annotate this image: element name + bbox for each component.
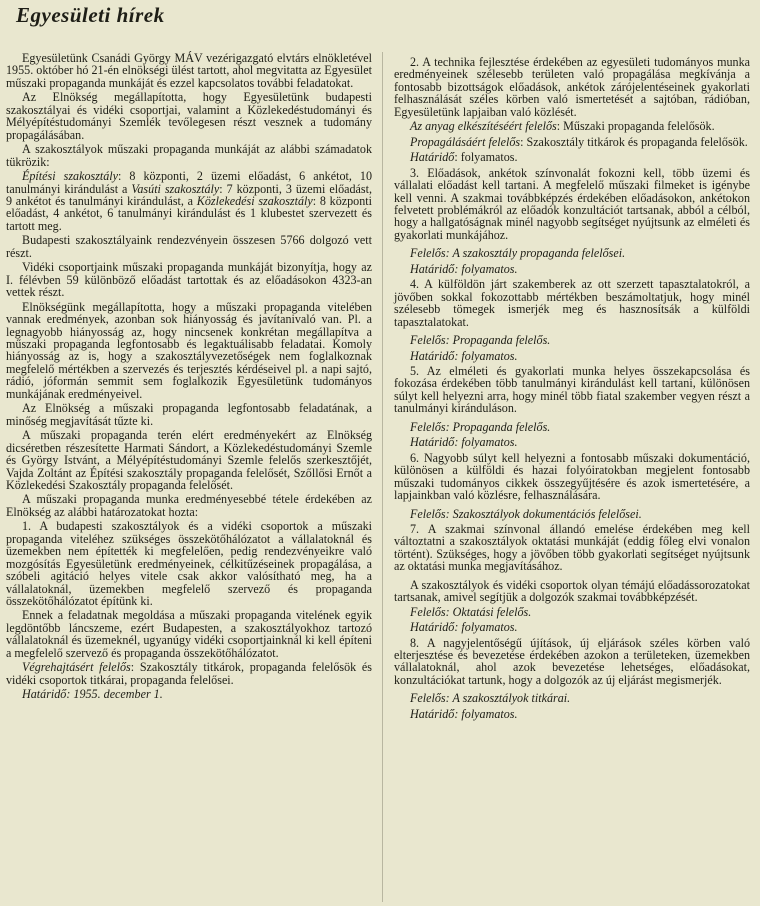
responsible-label: Felelős [410, 246, 446, 261]
section-label: Építési szakosztály [22, 169, 119, 184]
deadline-value: : folyamatos. [454, 348, 518, 363]
responsible-line [394, 120, 750, 132]
paragraph: A szakosztályok műszaki propaganda munkáját az alábbi számadatok tükrözik: [6, 142, 372, 169]
responsible-line [394, 508, 750, 520]
deadline-label: Határidő [410, 620, 455, 635]
responsible-line [394, 606, 750, 618]
paragraph: A szakosztályok és vidéki csoportok olyan témájú előadássorozatokat tartsanak, amivel segítjük a dolgozók szakmai továbbképzését. [394, 577, 750, 605]
deadline-value: : folyamatos. [454, 620, 518, 635]
responsible-label: Felelős [410, 506, 446, 521]
paragraph: Elnökségünk megállapította, hogy a műszaki propaganda vitelében vannak eredmények, azonban sok hiányosság és javítanivaló van. Pl. a legnagyobb hiányosság az, hogy nincsenek konkrétan megállapítva a műszaki propaganda legfontosabb és legaktuálisabb feladatai. Komoly hiányosság az is, hogy a szakosztályvezetőségek nem foglalkoznak megfelelő mértékben a szervezés és terjesztés kérdéseivel pl. a napi sajtó, rádió, jóformán semmit sem foglalkozik Egyesületünk tudományos munkájának eredményeivel. [6, 299, 372, 401]
responsible-value: : A szakosztályok titkárai. [445, 691, 571, 706]
responsible-value: : Szakosztály titkárok, propaganda felelősök és vidéki csoportok titkárai, propaganda felelősei. [6, 660, 372, 687]
paragraph: Ennek a feladatnak megoldása a műszaki propaganda vitelének egyik legdöntőbb láncszeme, ezért Budapesten, a szakosztályokhoz tartozó vállalatoknál és üzemeknél, ugyanúgy vidéki csoportjainknál ki kell építeni a megfelelő szervező és propaganda összekötőhálózatot. [6, 608, 372, 660]
paragraph: A műszaki propaganda munka eredményesebbé tétele érdekében az Elnökség az alábbi határozatokat hozta: [6, 492, 372, 519]
deadline-line [394, 350, 750, 362]
deadline-label: Határidő [22, 687, 67, 702]
section-heading: Egyesületi hírek [16, 3, 165, 27]
responsible-value: : Oktatási felelős. [445, 604, 532, 619]
responsible-label: Végrehajtásért felelős [22, 660, 131, 675]
responsible-line [394, 136, 750, 148]
right-column [394, 56, 750, 723]
responsible-label: Propagálásáért felelős [410, 134, 521, 149]
paragraph: Az Elnökség a műszaki propaganda legfontosabb feladatának, a minőség megjavítását tűzte ki. [6, 401, 372, 428]
deadline-line [394, 263, 750, 275]
deadline-value: : 1955. december 1. [66, 687, 163, 702]
paragraph-text: : 7 központi, 3 üzemi előadást, 9 ankétot és tanulmányi kirándulást, a [6, 181, 372, 208]
paragraph: Egyesületünk Csanádi György MÁV vezérigazgató elvtárs elnökletével 1955. október hó 21-én elnökségi ülést tartott, ahol megvitatta az Egyesület műszaki propaganda munkáját és ezzel kapcsolatos további feladatokat. [6, 51, 372, 90]
paragraph: Budapesti szakosztályaink rendezvényein összesen 5766 dolgozó vett részt. [6, 233, 372, 260]
paragraph [6, 170, 372, 232]
paragraph: Vidéki csoportjaink műszaki propaganda munkáját bizonyítja, hogy az I. félévben 59 különböző előadást tartottak és az előadásokon 4323-an vettek részt. [6, 260, 372, 300]
section-label: Közlekedési szakosztály [196, 193, 313, 208]
paragraph: 8. A nagyjelentőségű újítások, új eljárások széles körben való elterjesztése és bevezetése érdekében azokon a területeken, üzemekben vállalatoknál, ahol azok bevezetése lehetséges, előadásokat, konzultációkat tartunk, hogy a dolgozók az új eljárást megismerjék. [394, 635, 750, 687]
responsible-label: Felelős [410, 333, 446, 348]
deadline-line [394, 151, 750, 163]
deadline-line [394, 436, 750, 448]
deadline-value: : folyamatos. [454, 261, 518, 276]
deadline-line [394, 621, 750, 633]
responsible-value: : Szakosztály titkárok és propaganda felelősök. [520, 134, 748, 149]
deadline-value: : folyamatos. [454, 435, 518, 450]
deadline-label: Határidő [410, 150, 455, 165]
paragraph: Az Elnökség megállapította, hogy Egyesületünk budapesti szakosztályai és vidéki csoportjai, valamint a Közlekedéstudományi és Mélyépítéstudományi Szemlék tevőlegesen részt vesznek a tudomány propagálásában. [6, 90, 372, 142]
responsible-line [394, 247, 750, 259]
paragraph-text: : 8 központi előadást, 4 ankétot, 6 tanulmányi kirándulást és 1 klubestet szervezett és tartott meg. [6, 193, 372, 233]
responsible-value: : Szakosztályok dokumentációs felelősei. [445, 506, 642, 521]
paragraph: A műszaki propaganda terén elért eredményekért az Elnökség dicséretben részesítette Harmati Sándort, a Közlekedéstudományi Szemle és György Istvánt, a Mélyépítéstudományi Szemle felelős szerkesztőjét, Vajda Zoltánt az Építési szakosztály propaganda felelősét, Szőllősi Ernőt a Közlekedési Szakosztály propaganda felelősét. [6, 428, 372, 492]
responsible-value: : Propaganda felelős. [445, 419, 551, 434]
responsible-label: Felelős [410, 604, 446, 619]
section-label: Vasúti szakosztály [131, 181, 220, 196]
paragraph-text: : 8 központi, 2 üzemi előadást, 6 ankétot, 10 tanulmányi kirándulást a [6, 169, 372, 196]
responsible-value: : Propaganda felelős. [445, 333, 551, 348]
deadline-label: Határidő [410, 261, 455, 276]
responsible-value: : Műszaki propaganda felelősök. [556, 119, 715, 134]
paragraph: 2. A technika fejlesztése érdekében az egyesületi tudományos munka eredményeinek szélesebb területen való propagálása megkívánja a fontosabb bizottságok előadások, ankétok zárójelentéseinek gyakorlati felhasználását széles körben való ismertetését a sajtóban, rádióban, Egyesületünk lapjaiban való közlését. [394, 55, 750, 119]
paragraph: 7. A szakmai színvonal állandó emelése érdekében meg kell változtatni a szakosztályok oktatási munkáját (eddig főleg elvi vonalon történt). Szükséges, hogy a jövőben több gyakorlati segítséget nyújtsunk az oktatási munka megjavításához. [394, 521, 750, 574]
deadline-line [394, 708, 750, 720]
paragraph: 6. Nagyobb súlyt kell helyezni a fontosabb műszaki dokumentáció, különösen a külföldi és hazai folyóiratokban megjelent fontosabb műszaki tudományos cikkek összegyűjtésére és azok ismertetésére, a lapjainkban való közlésre, felhasználására. [394, 450, 750, 503]
deadline-label: Határidő [410, 706, 455, 721]
deadline-label: Határidő [410, 348, 455, 363]
paragraph: 4. A külföldön járt szakemberek az ott szerzett tapasztalatokról, a jövőben sokkal fokozottabb mértékben beszámoltatjuk, hogy minél szélesebb tömegek ismerjék meg és hasznosítsák a külföldi tapasztalatokat. [394, 277, 750, 329]
deadline-value: : folyamatos. [454, 150, 518, 165]
left-column [6, 52, 372, 704]
deadline-label: Határidő [410, 435, 455, 450]
deadline-line [6, 688, 372, 700]
column-divider [382, 52, 383, 902]
paragraph: 5. Az elméleti és gyakorlati munka helyes összekapcsolása és fokozása érdekében több tanulmányi kirándulást kell tartani, különösen súlyt kell helyezni arra, hogy minél több fiatal szakember vegyen részt a tanulmányi kiránduláson. [394, 363, 750, 416]
responsible-line [6, 661, 372, 686]
responsible-line [394, 421, 750, 433]
responsible-line [394, 692, 750, 704]
responsible-value: : A szakosztály propaganda felelősei. [445, 246, 626, 261]
responsible-label: Felelős [410, 691, 446, 706]
responsible-label: Az anyag elkészítéséért felelős [410, 119, 557, 134]
paragraph: 3. Előadások, ankétok színvonalát fokozni kell, több üzemi és vállalati előadást kell tartani. A megfelelő műszaki filmeket is igénybe kell venni. A szakmai továbbképzés érdekében előadásokon, ankétokon felvetett problémákról az előadók konzultációt tartsanak, abból a célból, hogy a hallgatóságnak minél nagyobb segítséget nyújtsunk az elméleti és gyakorlati munkájához. [394, 165, 750, 242]
deadline-value: : folyamatos. [454, 706, 518, 721]
responsible-label: Felelős [410, 419, 446, 434]
responsible-line [394, 334, 750, 346]
paragraph: 1. A budapesti szakosztályok és a vidéki csoportok a műszaki propaganda viteléhez szükséges összekötőhálózatot a vállalatoknál és üzemekben nem építették ki megfelelően, pedig rendezvényeikre való mozgósítás Egyesületünk eredményeinek, célkitűzéseinek propagálása, a szóbeli agitáció helyes vitele csak akkor valósítható meg, ha a vállalatoknál, üzemekben megfelelő szervező és propaganda összekötőhálózatot építünk ki. [6, 519, 372, 609]
